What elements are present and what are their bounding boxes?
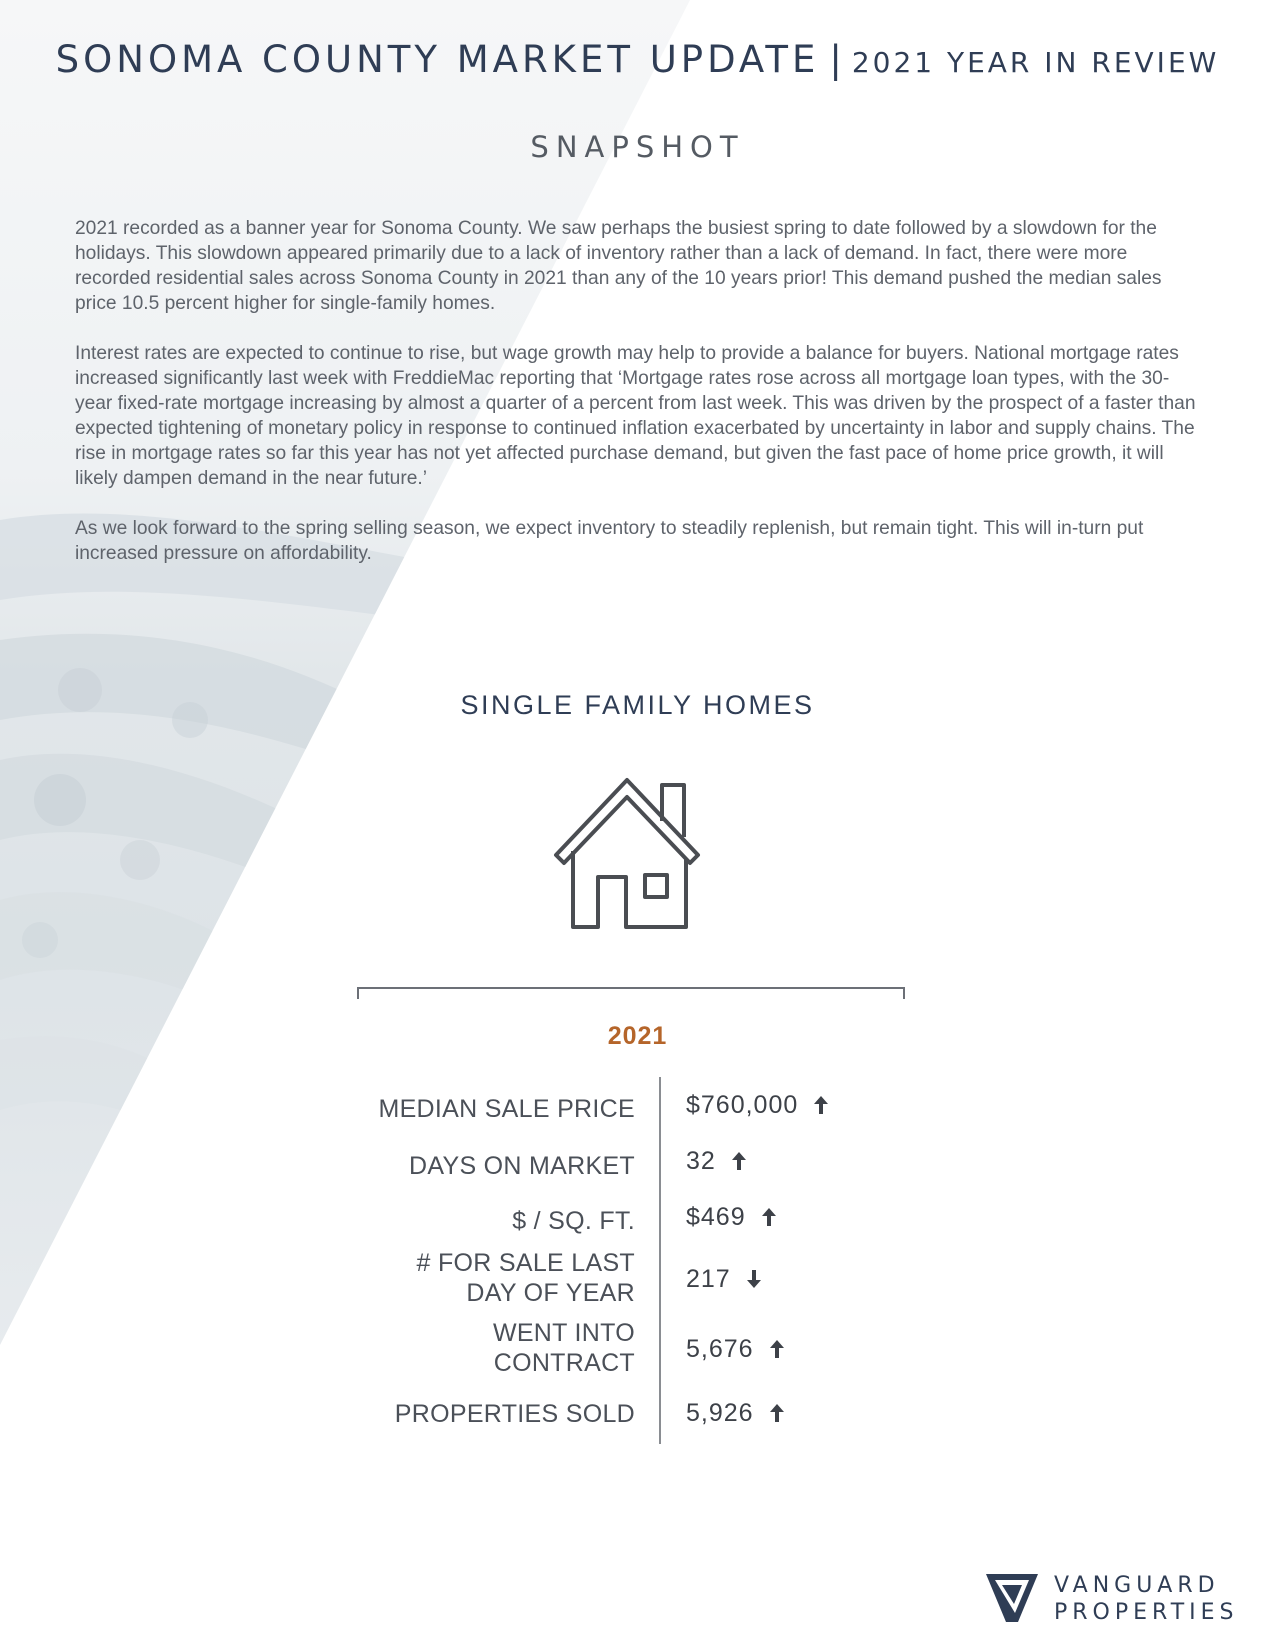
stat-label-price-per-sqft: $ / SQ. FT. — [512, 1207, 635, 1235]
page-title: SONOMA COUNTY MARKET UPDATE — [55, 38, 820, 81]
stat-value-median-sale-price — [686, 1090, 830, 1120]
stats-divider — [659, 1077, 661, 1444]
house-icon — [548, 775, 716, 933]
stat-value-text: 5,926 — [686, 1399, 754, 1427]
stat-value-for-sale-last-day — [686, 1264, 763, 1294]
paragraph: Interest rates are expected to continue to rise, but wage growth may help to provide a balance for buyers. National mortgage rates increased significantly last week with FreddieMac reporting that ‘Mortgage rates rose across all mortgage loan types, with the 30-year fixed-rate mortgage increasing by almost a quarter of a percent from last week. This was driven by the prospect of a faster than expected tightening of monetary policy in response to continued inflation exacerbated by uncertainty in labor and supply chains. The rise in mortgage rates so far this year has not yet affected purchase demand, but given the fast pace of home price growth, it will likely dampen demand in the near future.’ — [75, 343, 1196, 489]
logo-mark-icon — [986, 1574, 1038, 1622]
stat-value-text: 5,676 — [686, 1335, 754, 1363]
page-header — [0, 38, 1275, 81]
stat-label-line: # FOR SALE LAST — [416, 1249, 635, 1277]
stat-value-went-into-contract — [686, 1334, 786, 1364]
stat-value-properties-sold — [686, 1398, 786, 1428]
stat-value-text: 217 — [686, 1265, 731, 1293]
stat-value-days-on-market — [686, 1146, 748, 1176]
arrow-up-icon — [812, 1095, 830, 1115]
stat-label-properties-sold: PROPERTIES SOLD — [394, 1400, 635, 1428]
stat-label-line: DAY OF YEAR — [466, 1279, 635, 1307]
title-separator: | — [829, 38, 842, 81]
stat-value-text: $760,000 — [686, 1091, 799, 1119]
logo-line2: PROPERTIES — [1054, 1600, 1239, 1625]
snapshot-body — [75, 216, 1200, 591]
page-subtitle: 2021 YEAR IN REVIEW — [851, 46, 1220, 79]
stat-value-text: 32 — [686, 1147, 716, 1175]
logo-text — [1054, 1572, 1239, 1626]
stat-label-days-on-market: DAYS ON MARKET — [409, 1152, 635, 1180]
logo-line1: VANGUARD — [1054, 1573, 1220, 1598]
stat-value-text: $469 — [686, 1203, 746, 1231]
arrow-up-icon — [760, 1207, 778, 1227]
arrow-up-icon — [768, 1339, 786, 1359]
section-title: SINGLE FAMILY HOMES — [460, 690, 815, 720]
section-bracket — [357, 987, 905, 999]
stat-label-went-into-contract — [493, 1318, 635, 1378]
stat-label-median-sale-price: MEDIAN SALE PRICE — [378, 1095, 635, 1123]
vanguard-logo — [986, 1572, 1239, 1628]
arrow-down-icon — [745, 1269, 763, 1289]
stat-label-line: CONTRACT — [493, 1349, 635, 1377]
arrow-up-icon — [730, 1151, 748, 1171]
stat-label-for-sale-last-day — [417, 1248, 635, 1308]
arrow-up-icon — [768, 1403, 786, 1423]
stat-label-line: WENT INTO — [492, 1319, 635, 1347]
stat-value-price-per-sqft — [686, 1202, 778, 1232]
snapshot-heading: SNAPSHOT — [530, 130, 745, 164]
paragraph: As we look forward to the spring selling season, we expect inventory to steadily replenish, but remain tight. This will in-turn put increased pressure on affordability. — [75, 518, 1144, 564]
paragraph: 2021 recorded as a banner year for Sonoma County. We saw perhaps the busiest spring to date followed by a slowdown for the holidays. This slowdown appeared primarily due to a lack of inventory rather than a lack of demand. In fact, there were more recorded residential sales across Sonoma County in 2021 than any of the 10 years prior! This demand pushed the median sales price 10.5 percent higher for single-family homes. — [75, 218, 1162, 314]
year-label: 2021 — [607, 1022, 668, 1050]
